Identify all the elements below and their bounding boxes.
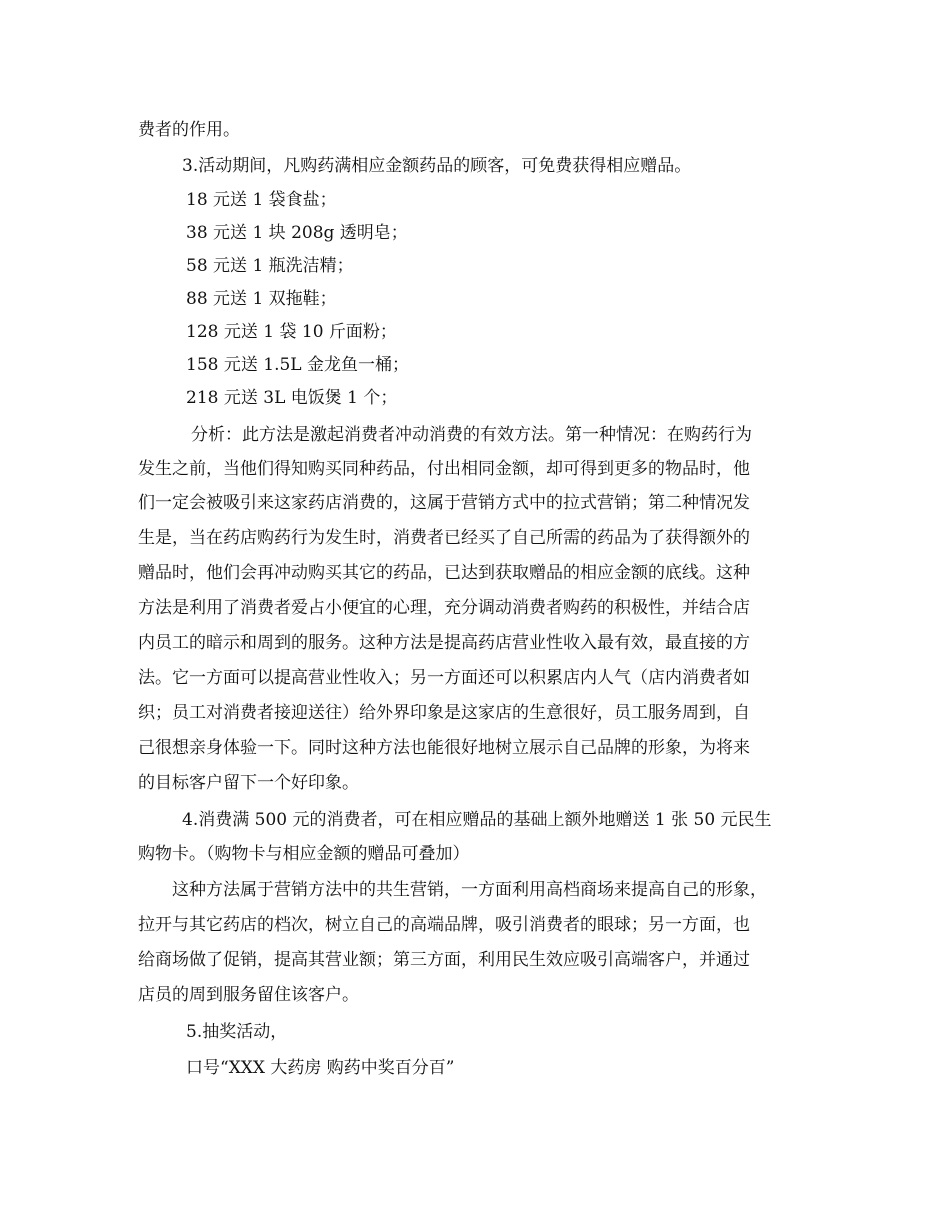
gift-tier-line: 128 元送 1 袋 10 斤面粉；: [186, 322, 397, 342]
list-heading: 3.活动期间，凡购药满相应金额药品的顾客，可免费获得相应赠品。: [182, 156, 692, 176]
paragraph-line: 发生之前，当他们得知购买同种药品，付出相同金额，却可得到更多的物品时，他: [138, 459, 750, 479]
paragraph-line: 织；员工对消费者接迎送往）给外界印象是这家店的生意很好，员工服务周到，自: [138, 703, 750, 723]
gift-tier-line: 38 元送 1 块 208g 透明皂；: [186, 223, 408, 243]
paragraph-line: 店员的周到服务留住该客户。: [138, 985, 359, 1005]
paragraph-line: 拉开与其它药店的档次，树立自己的高端品牌，吸引消费者的眼球；另一方面，也: [138, 915, 750, 935]
gift-tier-line: 88 元送 1 双拖鞋；: [186, 289, 337, 309]
paragraph-line: 分析：此方法是激起消费者冲动消费的有效方法。第一种情况：在购药行为: [191, 425, 752, 445]
paragraph-line: 给商场做了促销，提高其营业额；第三方面，利用民生效应吸引高端客户，并通过: [138, 950, 750, 970]
paragraph-line: 方法是利用了消费者爱占小便宜的心理，充分调动消费者购药的积极性，并结合店: [138, 598, 750, 618]
gift-tier-line: 158 元送 1.5L 金龙鱼一桶；: [186, 355, 409, 375]
paragraph-line: 内员工的暗示和周到的服务。这种方法是提高药店营业性收入最有效，最直接的方: [138, 633, 750, 653]
paragraph-line: 己很想亲身体验一下。同时这种方法也能很好地树立展示自己品牌的形象，为将来: [138, 738, 750, 758]
gift-tier-line: 18 元送 1 袋食盐；: [186, 190, 337, 210]
gift-tier-line: 58 元送 1 瓶洗洁精；: [186, 256, 354, 276]
list-heading: 5.抽奖活动，: [186, 1022, 288, 1042]
paragraph-line: 法。它一方面可以提高营业性收入；另一方面还可以积累店内人气（店内消费者如: [138, 668, 750, 688]
paragraph-line: 生是，当在药店购药行为发生时，消费者已经买了自己所需的药品为了获得额外的: [138, 528, 750, 548]
paragraph-line: 费者的作用。: [138, 120, 240, 140]
paragraph-line: 们一定会被吸引来这家药店消费的，这属于营销方式中的拉式营销；第二种情况发: [138, 493, 750, 513]
list-heading: 4.消费满 500 元的消费者，可在相应赠品的基础上额外地赠送 1 张 50 元民生: [182, 810, 772, 830]
paragraph-line: 的目标客户留下一个好印象。: [138, 773, 359, 793]
paragraph-line: 赠品时，他们会再冲动购买其它的药品，已达到获取赠品的相应金额的底线。这种: [138, 563, 750, 583]
gift-tier-line: 218 元送 3L 电饭煲 1 个；: [186, 388, 398, 408]
slogan-line: 口号“XXX 大药房 购药中奖百分百”: [186, 1058, 455, 1078]
paragraph-line: 这种方法属于营销方法中的共生营销，一方面利用高档商场来提高自己的形象，: [172, 880, 767, 900]
paragraph-line: 购物卡。（购物卡与相应金额的赠品可叠加）: [138, 844, 470, 864]
